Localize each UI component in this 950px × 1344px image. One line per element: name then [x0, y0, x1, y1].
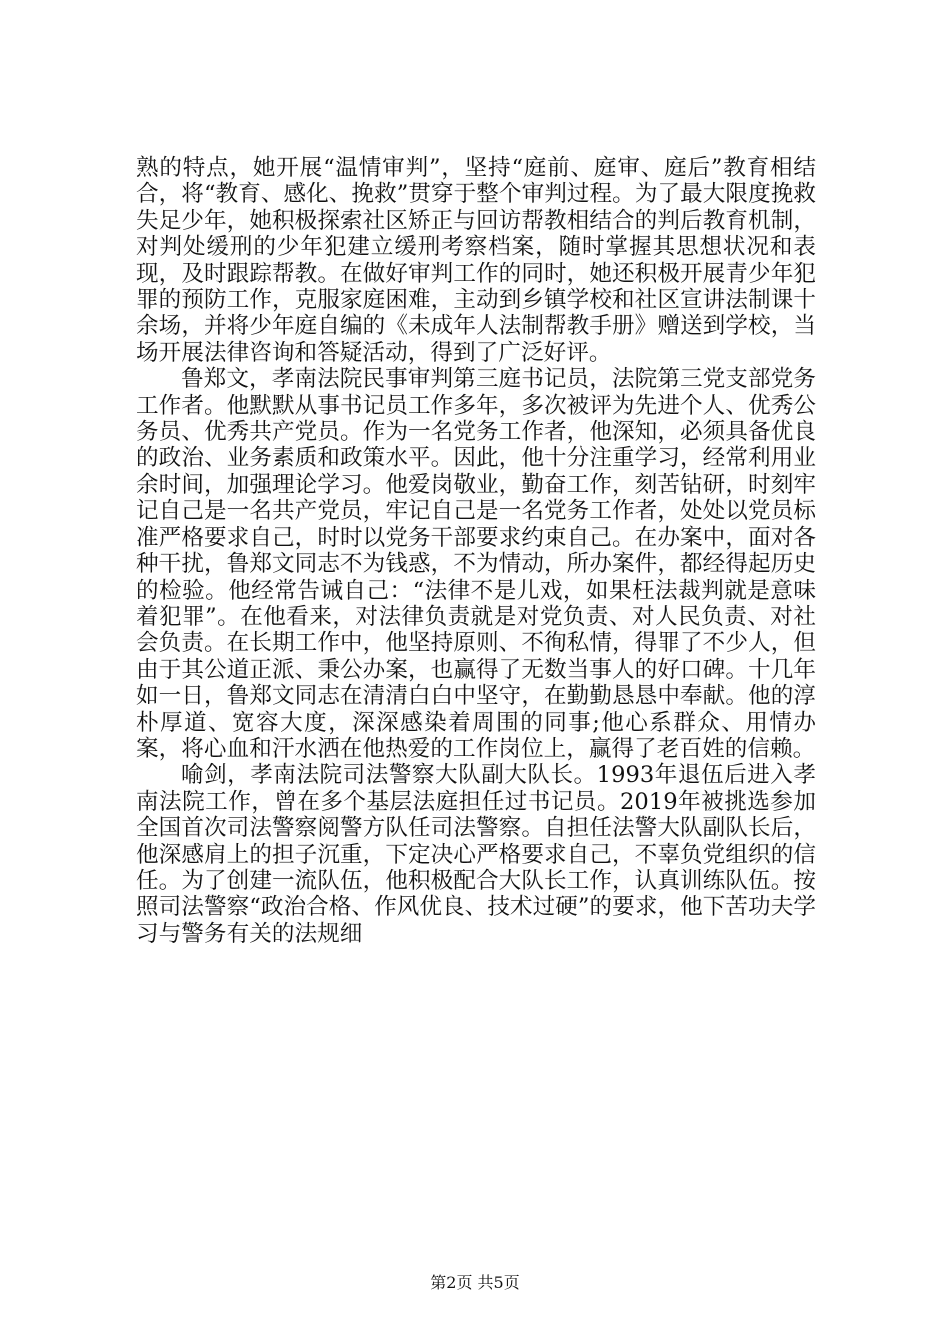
paragraph-1: 熟的特点，她开展“温情审判”，坚持“庭前、庭审、庭后”教育相结合，将“教育、感化、挽救”贯穿于整个审判过程。为了最大限度挽救失足少年，她积极探索社区矫正与回访帮教相结合的判后教育机制，对判处缓刑的少年犯建立缓刑考察档案，随时掌握其思想状况和表现，及时跟踪帮教。在做好审判工作的同时，她还积极开展青少年犯罪的预防工作，克服家庭困难，主动到乡镇学校和社区宣讲法制课十余场，并将少年庭自编的《未成年人法制帮教手册》赠送到学校，当场开展法律咨询和答疑活动，得到了广泛好评。	[136, 155, 816, 366]
paragraph-3: 喻剑，孝南法院司法警察大队副大队长。1993年退伍后进入孝南法院工作，曾在多个基层法庭担任过书记员。2019年被挑选参加全国首次司法警察阅警方队任司法警察。自担任法警大队副队长后，他深感肩上的担子沉重，下定决心严格要求自己，不辜负党组织的信任。为了创建一流队伍，他积极配合大队长工作，认真训练队伍。按照司法警察“政治合格、作风优良、技术过硬”的要求，他下苦功夫学习与警务有关的法规细	[136, 762, 816, 947]
page-number-footer: 第2页 共5页	[430, 1273, 520, 1292]
paragraph-2: 鲁郑文，孝南法院民事审判第三庭书记员，法院第三党支部党务工作者。他默默从事书记员工作多年，多次被评为先进个人、优秀公务员、优秀共产党员。作为一名党务工作者，他深知，必须具备优良的政治、业务素质和政策水平。因此，他十分注重学习，经常利用业余时间，加强理论学习。他爱岗敬业，勤奋工作，刻苦钻研，时刻牢记自己是一名共产党员，牢记自己是一名党务工作者，处处以党员标准严格要求自己，时时以党务干部要求约束自己。在办案中，面对各种干扰，鲁郑文同志不为钱惑，不为情动，所办案件，都经得起历史的检验。他经常告诫自己：“法律不是儿戏，如果枉法裁判就是意味着犯罪”。在他看来，对法律负责就是对党负责、对人民负责、对社会负责。在长期工作中，他坚持原则、不徇私情，得罪了不少人，但由于其公道正派、秉公办案，也赢得了无数当事人的好口碑。十几年如一日，鲁郑文同志在清清白白中坚守，在勤勤恳恳中奉献。他的淳朴厚道、宽容大度，深深感染着周围的同事;他心系群众、用情办案，将心血和汗水洒在他热爱的工作岗位上，赢得了老百姓的信赖。	[136, 366, 816, 762]
document-body	[136, 155, 816, 947]
